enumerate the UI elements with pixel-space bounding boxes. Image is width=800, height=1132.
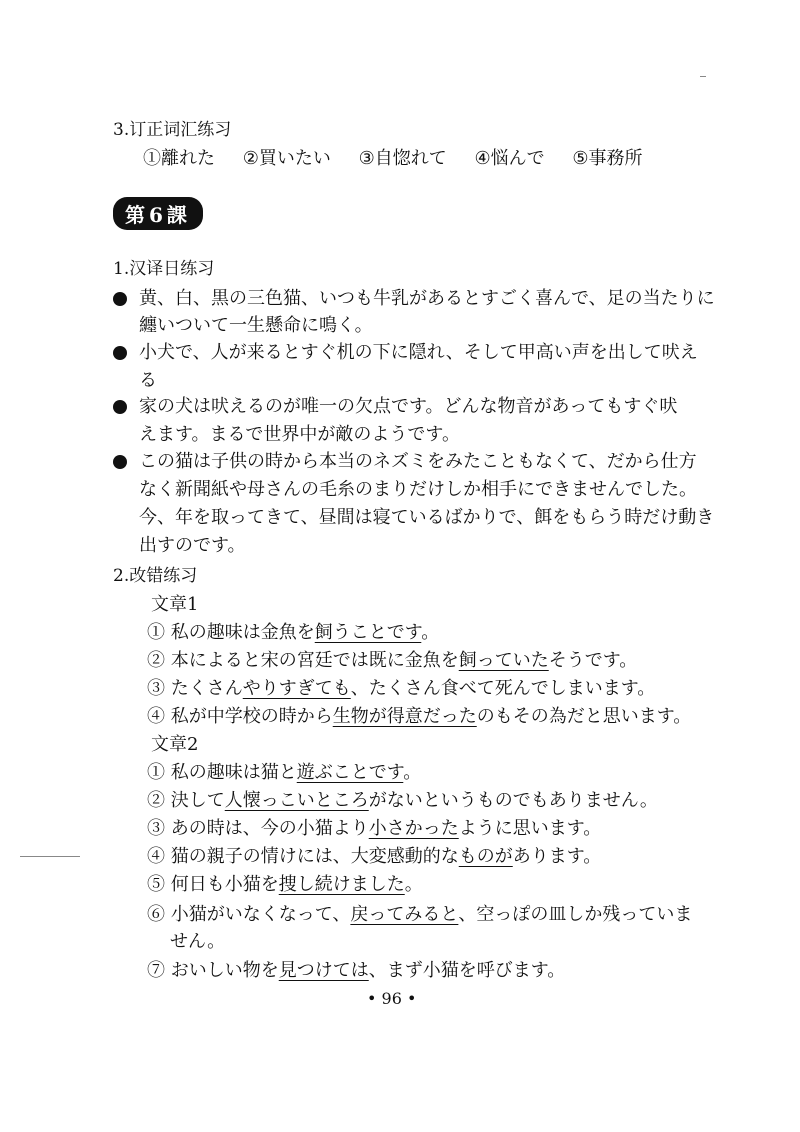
error-underline: 戻ってみると xyxy=(350,904,459,925)
translation-line: る xyxy=(139,370,157,391)
bullet-icon xyxy=(113,455,127,469)
passage-title: 文章1 xyxy=(151,594,199,615)
error-underline: 飼うことです xyxy=(314,622,422,643)
sentence: ⑥ 小猫がいなくなって、戻ってみると、空っぽの皿しか残っていま xyxy=(147,904,693,925)
translation-line: えます。まるで世界中が敵のようです。 xyxy=(139,424,460,445)
translation-line: 出すのです。 xyxy=(139,535,246,556)
sentence: ① 私の趣味は猫と遊ぶことです。 xyxy=(147,762,422,783)
translation-line: なく新聞紙や母さんの毛糸のまりだけしか相手にできませんでした。 xyxy=(139,479,697,500)
section-heading: 2.改错练习 xyxy=(113,566,198,586)
vocab-item: ③自惚れて xyxy=(358,148,447,169)
sentence: ③ たくさんやりすぎても、たくさん食べて死んでしまいます。 xyxy=(147,678,656,699)
bullet-icon xyxy=(113,346,127,360)
error-underline: 小さかった xyxy=(368,818,459,839)
sentence-continuation: せん。 xyxy=(170,931,226,952)
translation-line: 家の犬は吠えるのが唯一の欠点です。どんな物音があってもすぐ吠 xyxy=(139,396,678,417)
passage-title: 文章2 xyxy=(151,734,199,755)
error-underline: 飼っていた xyxy=(458,650,549,671)
vocab-item: ⑤事務所 xyxy=(572,148,643,169)
sentence: ⑤ 何日も小猫を捜し続けました。 xyxy=(147,874,423,895)
bullet-icon xyxy=(113,400,127,414)
error-underline: 生物が得意だった xyxy=(332,706,477,727)
scan-mark xyxy=(20,856,80,857)
section-heading: 1.汉译日练习 xyxy=(113,259,215,279)
sentence: ① 私の趣味は金魚を飼うことです。 xyxy=(147,622,440,643)
sentence: ④ 私が中学校の時から生物が得意だったのもその為だと思います。 xyxy=(147,706,692,727)
sentence: ⑦ おいしい物を見つけては、まず小猫を呼びます。 xyxy=(147,960,566,981)
sentence: ③ あの時は、今の小猫より小さかったように思います。 xyxy=(147,818,602,839)
error-underline: 見つけては xyxy=(278,960,369,981)
scan-mark xyxy=(700,76,706,77)
error-underline: 人懐っこいところ xyxy=(224,790,369,811)
sentence: ② 決して人懐っこいところがないというものでもありません。 xyxy=(147,790,658,811)
sentence: ④ 猫の親子の情けには、大変感動的なものがあります。 xyxy=(147,846,602,867)
error-underline: 遊ぶことです xyxy=(296,762,404,783)
vocab-item: ②買いたい xyxy=(242,148,331,169)
translation-line: 黄、白、黒の三色猫、いつも牛乳があるとすごく喜んで、足の当たりに xyxy=(139,288,715,309)
translation-line: 今、年を取ってきて、昼間は寝ているばかりで、餌をもらう時だけ動き xyxy=(139,507,715,528)
vocab-list xyxy=(143,146,665,172)
lesson-title: 第6課 xyxy=(113,197,203,230)
translation-line: 小犬で、人が来るとすぐ机の下に隠れ、そして甲高い声を出して吠え xyxy=(139,342,698,363)
bullet-icon xyxy=(113,292,127,306)
page-number: • 96 • xyxy=(367,989,417,1008)
vocab-item: ①離れた xyxy=(143,148,215,169)
translation-line: 纏いついて一生懸命に鳴く。 xyxy=(139,315,373,336)
sentence: ② 本によると宋の宮廷では既に金魚を飼っていたそうです。 xyxy=(147,650,638,671)
translation-line: この猫は子供の時から本当のネズミをみたこともなくて、だから仕方 xyxy=(139,451,697,472)
error-underline: やりすぎても xyxy=(242,678,351,699)
error-underline: 捜し続けました xyxy=(278,874,405,895)
error-underline: ものが xyxy=(458,846,513,867)
vocab-item: ④悩んで xyxy=(474,148,545,169)
section-heading: 3.订正词汇练习 xyxy=(113,120,232,140)
